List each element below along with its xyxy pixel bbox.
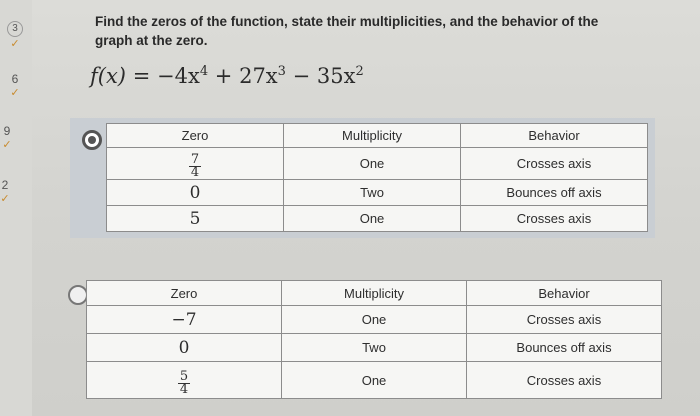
header-zero: Zero [107,124,284,148]
check-icon: ✓ [10,38,20,50]
sidebar-item-number: 3 [7,21,23,37]
multiplicity-cell: One [282,306,467,334]
check-icon: ✓ [2,139,12,151]
formula-term-1: $-4x^4$ [157,64,209,88]
table-row [87,334,662,362]
behavior-cell: Crosses axis [467,306,662,334]
answer-option-1[interactable] [70,118,655,238]
zero-cell: 5 [107,206,284,232]
table-row [107,180,648,206]
multiplicity-cell: Two [284,180,461,206]
zero-cell [87,362,282,399]
zero-cell: 0 [107,180,284,206]
table-header-row [87,281,662,306]
answer-table-2 [86,280,662,399]
sidebar-item-6[interactable] [0,72,30,99]
multiplicity-cell: Two [282,334,467,362]
answer-option-2[interactable] [60,273,665,408]
behavior-cell: Bounces off axis [467,334,662,362]
table-row [87,306,662,334]
formula-lhs: f(x) [90,64,127,88]
sidebar-item-2[interactable] [0,178,20,205]
zero-fraction: $\frac{5}{4}$ [179,368,189,397]
sidebar-item-number: 6 [11,72,19,86]
check-icon: ✓ [0,193,10,205]
behavior-cell: Bounces off axis [461,180,648,206]
formula-op-2: − [292,64,311,88]
multiplicity-cell: One [282,362,467,399]
table-row [107,206,648,232]
formula-term-3: $35x^2$ [316,64,364,88]
sidebar-item-9[interactable] [0,124,22,151]
behavior-cell: Crosses axis [461,206,648,232]
table-row [87,362,662,399]
radio-button[interactable] [68,285,88,305]
question-sidebar [0,0,32,416]
table-row [107,148,648,180]
function-formula [90,64,364,88]
header-zero: Zero [87,281,282,306]
header-behavior: Behavior [467,281,662,306]
behavior-cell: Crosses axis [467,362,662,399]
zero-cell: −7 [87,306,282,334]
zero-cell: 0 [87,334,282,362]
header-multiplicity: Multiplicity [282,281,467,306]
formula-op-1: + [214,64,233,88]
table-header-row [107,124,648,148]
check-icon: ✓ [10,87,20,99]
formula-equals: = [132,64,151,88]
zero-fraction: $\frac{7}{4}$ [190,152,200,180]
behavior-cell: Crosses axis [461,148,648,180]
question-text: Find the zeros of the function, state their multiplicities, and the behavior of the graph at the zero. [95,14,599,48]
answer-table-1 [106,123,648,232]
multiplicity-cell: One [284,206,461,232]
sidebar-item-number: 9 [3,124,11,138]
header-multiplicity: Multiplicity [284,124,461,148]
multiplicity-cell: One [284,148,461,180]
header-behavior: Behavior [461,124,648,148]
zero-cell [107,148,284,180]
sidebar-item-3[interactable] [0,20,30,50]
formula-term-2: $27x^3$ [239,64,286,88]
radio-button-selected[interactable] [82,130,102,150]
sidebar-item-number: 2 [1,178,9,192]
